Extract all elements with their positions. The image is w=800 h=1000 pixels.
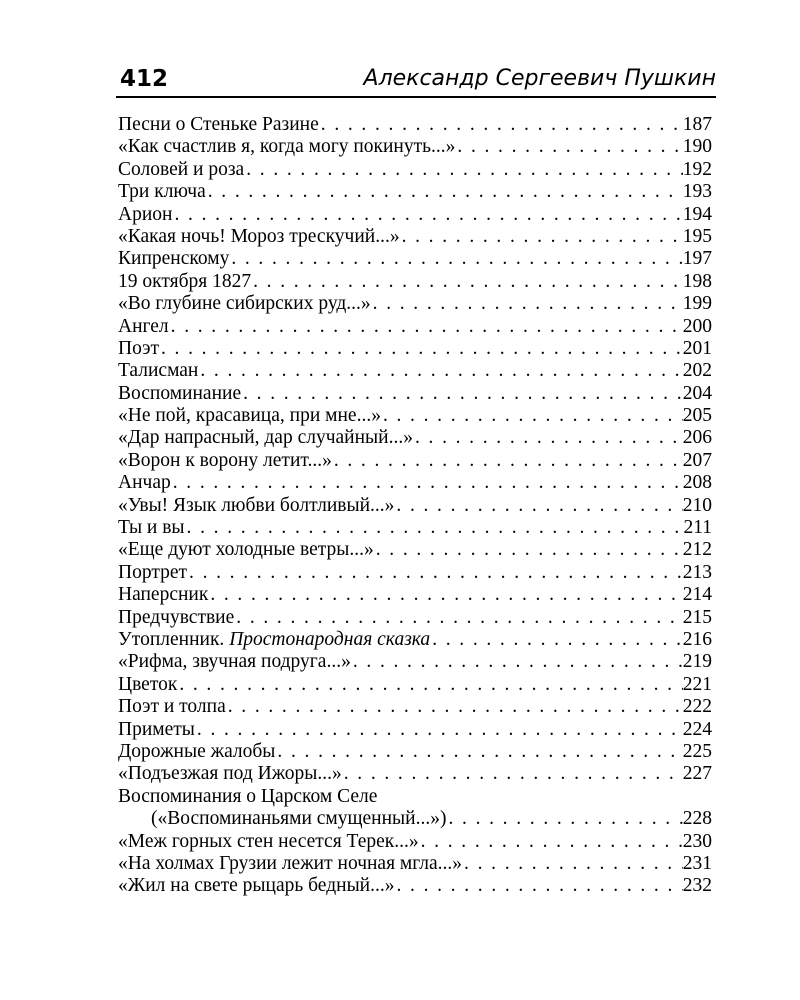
toc-entry-page: 197 [682,248,712,270]
dot-leader [234,607,682,629]
toc-entry-title [118,383,241,405]
toc-entry [118,204,712,226]
toc-entry-page: 210 [682,494,712,516]
toc-entry [118,719,712,741]
header-rule [116,96,716,98]
toc-entry-title-text: «Как счастлив я, когда могу покинуть...» [118,136,456,158]
dot-leader [229,248,682,270]
toc-entry-title [118,360,198,382]
toc-entry-title-text: Утопленник. [118,628,225,650]
toc-entry-title-text: Поэт [118,337,159,359]
dot-leader [208,584,682,606]
toc-entry-title [118,472,171,494]
toc-entry [118,562,712,584]
toc-entry-title [118,114,319,136]
dot-leader [319,114,683,136]
toc-entry-title [118,427,413,449]
toc-entry-title-text: «Еще дуют холодные ветры...» [118,539,374,561]
dot-leader [187,562,683,584]
toc-entry [118,472,712,494]
dot-leader [462,853,683,875]
toc-entry-page: 192 [682,158,712,180]
toc-entry-title [118,226,400,248]
toc-entry-title-text: «Какая ночь! Мороз трескучий...» [118,225,400,247]
toc-entry [118,786,712,808]
toc-entry-title-text: Талисман [118,360,199,382]
toc-entry [118,853,712,875]
toc-entry-page: 219 [682,651,712,673]
toc-entry-page: 204 [682,382,712,404]
toc-entry-title-text: Арион [118,203,173,225]
toc-entry-title [118,450,332,472]
toc-entry-page: 187 [682,114,712,135]
dot-leader [251,271,683,293]
toc-entry-page: 207 [682,449,712,471]
toc-entry-page: 208 [682,472,712,494]
dot-leader [430,629,683,651]
toc-entry-title-text: «Дар напрасный, дар случайный...» [118,427,413,449]
toc-entry-title [118,607,234,629]
toc-entry-title [118,248,229,270]
dot-leader [198,360,682,382]
toc-entry-title-text: Ангел [118,315,169,337]
dot-leader [172,204,682,226]
toc-entry-page: 206 [682,427,712,449]
toc-entry-title [118,629,430,651]
dot-leader [159,338,683,360]
toc-entry-page: 215 [682,606,712,628]
toc-entry-title [118,584,208,606]
toc-entry-subtitle: Простонародная сказка [229,628,431,650]
toc-entry-page: 200 [682,315,712,337]
toc-entry-title [118,405,381,427]
dot-leader [394,495,682,517]
toc-entry-title [118,763,342,785]
toc-entry-title-text: Воспоминание [118,382,242,404]
toc-entry [118,136,712,158]
toc-entry [118,651,712,673]
toc-entry [118,674,712,696]
toc-entry-page: 198 [682,270,712,292]
toc-entry-title [118,316,169,338]
toc-entry [118,517,712,539]
toc-entry-page: 228 [682,808,712,830]
toc-entry [118,293,712,315]
dot-leader [177,674,682,696]
toc-entry-title [118,495,394,517]
dot-leader [195,719,683,741]
toc-entry-title [118,271,251,293]
toc-entry-title-text: Три ключа [118,181,206,203]
toc-entry-page: 211 [683,517,712,539]
toc-entry-page: 214 [682,584,712,606]
dot-leader [244,159,683,181]
book-page [116,64,716,897]
dot-leader [226,696,683,718]
toc-entry [118,427,712,449]
toc-entry-page: 195 [682,225,712,247]
toc-entry-title [118,741,275,763]
toc-entry-page: 216 [682,628,712,650]
toc-entry-title-text: Анчар [118,472,171,494]
toc-entry-title [118,159,244,181]
toc-entry-page: 201 [682,337,712,359]
toc-entry-title-text: Соловей и роза [118,158,245,180]
toc-entry-page: 231 [682,852,712,874]
toc-entry-title-text: «Жил на свете рыцарь бедный...» [118,875,395,897]
toc-entry [118,495,712,517]
toc-entry-title-text: Кипренскому [118,248,230,270]
toc-entry-title [118,293,371,315]
running-title: Александр Сергеевич Пушкин [363,66,716,91]
dot-leader [371,293,683,315]
toc-entry-page: 199 [682,293,712,315]
dot-leader [413,427,683,449]
toc-entry-title-text: «Ворон к ворону летит...» [118,449,332,471]
toc-entry-title-text: Наперсник [118,584,209,606]
toc-entry-page: 213 [682,561,712,583]
toc-entry-title-text: Песни о Стеньке Разине [118,114,319,135]
toc-entry [118,405,712,427]
dot-leader [171,472,683,494]
dot-leader [419,831,683,853]
dot-leader [206,181,683,203]
toc-entry-title-text: Ты и вы [118,517,185,539]
toc-entry [118,226,712,248]
toc-entry [118,248,712,270]
toc-entry-title-text: Цветок [118,673,178,695]
toc-entry [118,539,712,561]
toc-entry-title [118,517,185,539]
toc-entry [118,383,712,405]
toc-entry-title [118,181,206,203]
dot-leader [169,316,683,338]
toc-entry-title-text: Поэт и толпа [118,696,226,718]
dot-leader [332,450,683,472]
dot-leader [185,517,684,539]
toc-entry [118,316,712,338]
toc-entry [118,450,712,472]
toc-entry-title-text: «На холмах Грузии лежит ночная мгла...» [118,852,463,874]
toc-entry-title [118,562,187,584]
toc-entry-page: 227 [682,763,712,785]
toc-entry-title [118,204,172,226]
toc-entry-page: 232 [682,875,712,897]
toc-entry-title [118,136,455,158]
toc-entry-title-text: «Подъезжая под Ижоры...» [118,763,342,785]
dot-leader [342,763,683,785]
toc-entry [118,741,712,763]
toc-entry-title [118,651,351,673]
toc-entry-title-text: Портрет [118,561,188,583]
toc-entry-title-text: 19 октября 1827 [118,270,252,292]
toc-entry-page: 212 [682,539,712,561]
dot-leader [446,808,682,830]
page-header [116,64,716,94]
toc-entry-page: 190 [682,136,712,158]
toc-entry-title-text: Приметы [118,718,195,740]
toc-entry-page: 194 [682,203,712,225]
toc-entry-title-text: «Увы! Язык любви болтливый...» [118,494,395,516]
dot-leader [400,226,683,248]
toc-entry-title-text: Дорожные жалобы [118,740,276,762]
toc-entry-page: 221 [682,673,712,695]
toc-entry-title [118,338,159,360]
toc-entry-title [118,719,195,741]
toc-entry-title [118,808,446,830]
toc-entry-page: 205 [682,405,712,427]
dot-leader [381,405,683,427]
toc-entry [118,808,712,830]
toc-entry [118,114,712,136]
toc-entry [118,875,712,897]
toc-entry [118,338,712,360]
toc-entry [118,181,712,203]
toc-entry-title-text: («Воспоминаньями смущенный...») [151,808,447,830]
toc-entry-title-text: «Рифма, звучная подруга...» [118,651,351,673]
dot-leader [374,539,683,561]
toc-entry-title-text: «Меж горных стен несется Терек...» [118,830,419,852]
dot-leader [241,383,683,405]
dot-leader [275,741,682,763]
toc-entry-title [118,875,394,897]
toc-entry-title [118,831,419,853]
toc-entry [118,696,712,718]
toc-entry [118,763,712,785]
toc-entry-title-text: «Не пой, красавица, при мне...» [118,405,381,427]
toc-entry-title [118,539,374,561]
toc-entry [118,360,712,382]
toc-entry-title [118,853,462,875]
toc-entry-title [118,786,377,808]
table-of-contents [118,114,712,898]
toc-entry-page: 202 [682,360,712,382]
dot-leader [455,136,682,158]
toc-entry [118,271,712,293]
toc-entry [118,159,712,181]
toc-entry [118,607,712,629]
toc-entry-title [118,674,177,696]
toc-entry-title-text: Воспоминания о Царском Селе [118,785,378,807]
toc-entry-page: 230 [682,830,712,852]
dot-leader [394,875,682,897]
toc-entry-page: 193 [682,181,712,203]
toc-entry [118,629,712,651]
toc-entry [118,584,712,606]
toc-entry-title [118,696,226,718]
toc-entry-title-text: Предчувствие [118,606,235,628]
toc-entry-page: 222 [682,696,712,718]
dot-leader [351,651,683,673]
toc-entry-page: 224 [682,718,712,740]
page-number: 412 [120,66,169,92]
toc-entry [118,831,712,853]
toc-entry-page: 225 [682,740,712,762]
toc-entry-title-text: «Во глубине сибирских руд...» [118,293,371,315]
